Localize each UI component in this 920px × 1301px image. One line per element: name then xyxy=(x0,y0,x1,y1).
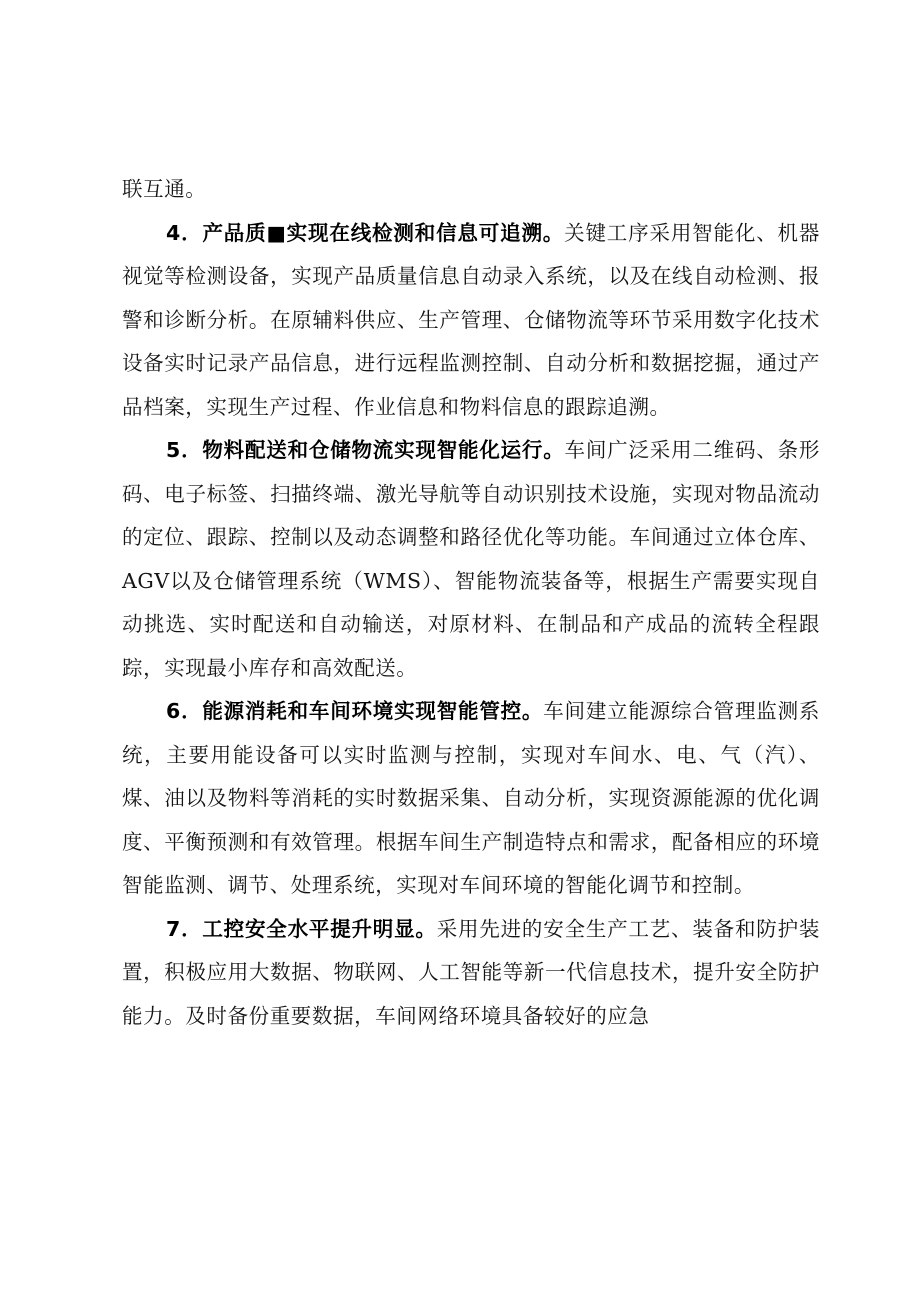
paragraph-continuation xyxy=(122,168,820,212)
paragraph-text: 车间广泛采用二维码、条形码、电子标签、扫描终端、激光导航等自动识别技术设施，实现对物品流动的定位、跟踪、控制以及动态调整和路径优化等功能。车间通过立体仓库、AGV以及仓储管理系统（WMS）、智能物流装备等，根据生产需要实现自动挑选、实时配送和自动输送，对原材料、在制品和产成品的流转全程跟踪，实现最小库存和高效配送。 xyxy=(122,438,820,680)
paragraph-text: 采用先进的安全生产工艺、装备和防护装置，积极应用大数据、物联网、人工智能等新一代信息技术，提升安全防护能力。及时备份重要数据，车间网络环境具备较好的应急 xyxy=(122,916,820,1028)
paragraph-text: 关键工序采用智能化、机器视觉等检测设备，实现产品质量信息自动录入系统，以及在线自动检测、报警和诊断分析。在原辅料供应、生产管理、仓储物流等环节采用数字化技术设备实时记录产品信息，进行远程监测控制、自动分析和数据挖掘，通过产品档案，实现生产过程、作业信息和物料信息的跟踪追溯。 xyxy=(122,220,820,419)
paragraph-material-logistics xyxy=(122,429,820,690)
paragraph-energy-environment xyxy=(122,690,820,908)
paragraph-heading: 6．能源消耗和车间环境实现智能管控。 xyxy=(166,699,544,723)
paragraph-heading: 7．工控安全水平提升明显。 xyxy=(166,916,437,941)
paragraph-text: 车间建立能源综合管理监测系统，主要用能设备可以实时监测与控制，实现对车间水、电、气（汽）、煤、油以及物料等消耗的实时数据采集、自动分析，实现资源能源的优化调度、平衡预测和有效管理。根据车间生产制造特点和需求，配备相应的环境智能监测、调节、处理系统，实现对车间环境的智能化调节和控制。 xyxy=(122,699,820,897)
paragraph-product-quality xyxy=(122,212,820,430)
paragraph-industrial-security xyxy=(122,908,820,1039)
paragraph-text: 联互通。 xyxy=(122,177,207,201)
document-body xyxy=(122,168,820,1038)
paragraph-heading: 5．物料配送和仓储物流实现智能化运行。 xyxy=(166,438,565,462)
paragraph-heading: 4．产品质■实现在线检测和信息可追溯。 xyxy=(166,220,565,245)
